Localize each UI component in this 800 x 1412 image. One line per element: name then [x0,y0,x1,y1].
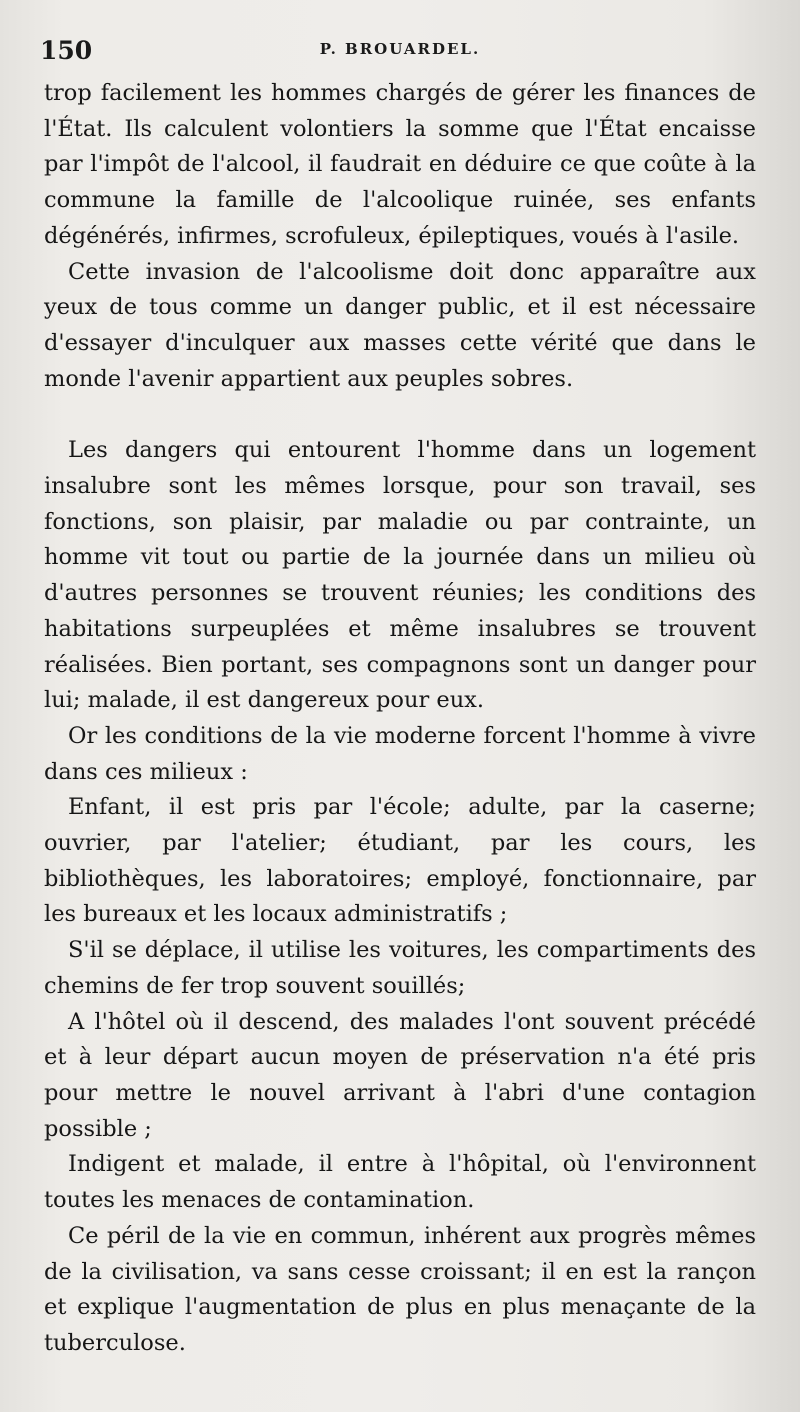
paragraph-enfant: Enfant, il est pris par l'école; adulte, par la caserne; ouvrier, par l'atelier; étudiant, par les cours, les bibliothèques, les laboratoires; employé, fonctionnaire, par les bureaux et les locaux administratifs ; [44,794,756,928]
running-head: P. BROUARDEL. [319,40,481,58]
paragraph-alcoholism-danger: Cette invasion de l'alcoolisme doit donc apparaître aux yeux de tous comme un danger public, et il est nécessaire d'essayer d'inculquer aux masses cette vérité que dans le monde l'avenir appartient aux peuples sobres. [44,258,756,392]
paragraph-hotel: A l'hôtel où il descend, des malades l'ont souvent précédé et à leur départ aucun moyen de préservation n'a été pris pour mettre le nouvel arrivant à l'abri d'une contagion possible ; [44,1008,756,1142]
paragraph-continuation: trop facilement les hommes chargés de gérer les finances de l'État. Ils calculent volontiers la somme que l'État encaisse par l'impôt de l'alcool, il faudrait en déduire ce que coûte à la commune la famille de l'alcoolique ruinée, ses enfants dégénérés, infirmes, scrofuleux, épileptiques, voués à l'asile. [44,80,756,249]
paragraph-deplacement: S'il se déplace, il utilise les voitures, les compartiments des chemins de fer trop souvent souillés; [44,937,756,999]
section-break [44,397,756,433]
page-header [40,36,760,66]
paragraph-vie-moderne: Or les conditions de la vie moderne forcent l'homme à vivre dans ces milieux : [44,722,756,785]
paragraph-hopital: Indigent et malade, il entre à l'hôpital, où l'environnent toutes les menaces de contamination. [44,1151,756,1214]
paragraph-dangers-logement: Les dangers qui entourent l'homme dans un logement insalubre sont les mêmes lorsque, pour son travail, ses fonctions, son plaisir, par maladie ou par contrainte, un homme vit tout ou partie de la journée dans un milieu où d'autres personnes se trouvent réunies; les conditions des habitations surpeuplées et même insalubres se trouvent réalisées. Bien portant, ses compagnons sont un danger pour lui; malade, il est dangereux pour eux. [44,437,756,714]
paragraph-peril: Ce péril de la vie en commun, inhérent aux progrès mêmes de la civilisation, va sans cesse croissant; il en est la rançon et explique l'augmentation de plus en plus menaçante de la tuberculose. [44,1222,756,1356]
page-body [44,76,756,1362]
page-number: 150 [40,36,93,65]
